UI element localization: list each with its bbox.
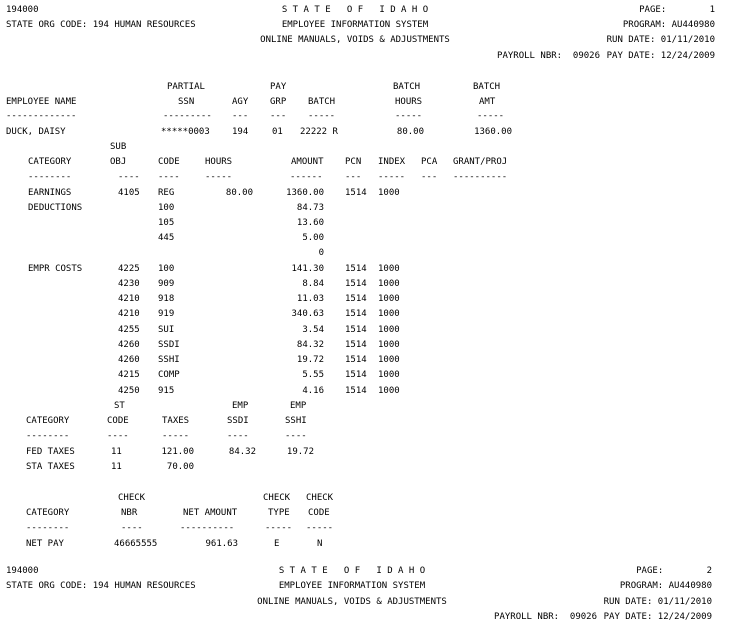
- run-date: RUN DATE: 01/11/2010: [606, 35, 715, 45]
- tax-st-code: 11: [111, 447, 122, 457]
- detail-hours: 80.00: [225, 188, 253, 198]
- tax-st-code: 11: [111, 462, 122, 472]
- col-header-emp-ssdi: SSDI: [227, 416, 249, 426]
- check-type: E: [274, 539, 280, 549]
- detail-category: DEDUCTIONS: [28, 203, 83, 213]
- detail-pcn: 1514: [345, 340, 367, 350]
- detail-amount: 340.63: [291, 309, 324, 319]
- detail-code: 915: [158, 386, 175, 396]
- detail-amount: 5.55: [302, 370, 324, 380]
- detail-row: [0, 279, 733, 291]
- col-header-sshi-top: EMP: [290, 401, 307, 411]
- detail-amount: 0: [318, 248, 324, 258]
- program-id: PROGRAM: AU440980: [622, 20, 715, 30]
- divider: -----: [477, 111, 505, 121]
- col-header-check-code: CODE: [308, 508, 330, 518]
- detail-row: [0, 340, 733, 352]
- detail-code: 918: [158, 294, 175, 304]
- tax-category: FED TAXES: [26, 447, 75, 457]
- tax-emp-sshi: 19.72: [286, 447, 314, 457]
- detail-amount: 13.60: [296, 218, 324, 228]
- col-header-pcn: PCN: [345, 157, 362, 167]
- detail-pcn: 1514: [345, 386, 367, 396]
- col-header-pca: PCA: [421, 157, 438, 167]
- divider: -----: [395, 111, 423, 121]
- org-code: STATE ORG CODE: 194 HUMAN RESOURCES: [6, 581, 196, 591]
- divider: ----: [158, 172, 180, 182]
- detail-index: 1000: [378, 386, 400, 396]
- detail-category: EMPR COSTS: [28, 264, 83, 274]
- col-header-grp: GRP: [270, 97, 287, 107]
- divider: -----: [308, 111, 336, 121]
- detail-index: 1000: [378, 340, 400, 350]
- run-date: RUN DATE: 01/11/2010: [603, 597, 712, 607]
- col-header-check-nbr-top: CHECK: [118, 493, 146, 503]
- col-header-st-code: CODE: [107, 416, 129, 426]
- detail-row: [0, 309, 733, 321]
- detail-row: [0, 248, 733, 260]
- report-id: 194000: [6, 566, 39, 576]
- module-name: ONLINE MANUALS, VOIDS & ADJUSTMENTS: [257, 597, 447, 607]
- detail-amount: 1360.00: [286, 188, 324, 198]
- detail-amount: 141.30: [291, 264, 324, 274]
- detail-pcn: 1514: [345, 279, 367, 289]
- col-header-grant: GRANT/PROJ: [453, 157, 508, 167]
- divider: -----: [265, 523, 293, 533]
- divider: ----: [227, 431, 249, 441]
- system-name: EMPLOYEE INFORMATION SYSTEM: [281, 20, 429, 30]
- detail-code: SSDI: [158, 340, 180, 350]
- check-number: 46665555: [114, 539, 158, 549]
- employee-hours: 80.00: [396, 127, 424, 137]
- report-id: 194000: [6, 5, 39, 15]
- col-header-st-top: ST: [114, 401, 125, 411]
- col-header-ssdi-top: EMP: [232, 401, 249, 411]
- detail-pcn: 1514: [345, 309, 367, 319]
- divider: ---: [421, 172, 438, 182]
- divider: -----: [162, 431, 190, 441]
- divider: ---: [232, 111, 249, 121]
- detail-amount: 11.03: [296, 294, 324, 304]
- divider: -----: [205, 172, 233, 182]
- col-header-sub-obj: OBJ: [110, 157, 127, 167]
- detail-amount: 19.72: [296, 355, 324, 365]
- detail-code: 100: [158, 203, 175, 213]
- col-header-sub-top: SUB: [110, 142, 127, 152]
- page-number: PAGE: 1: [639, 5, 715, 15]
- check-category: NET PAY: [26, 539, 64, 549]
- detail-row: [0, 233, 733, 245]
- detail-row: [0, 355, 733, 367]
- col-header-amt-top: BATCH: [473, 82, 501, 92]
- divider: --------: [26, 431, 70, 441]
- detail-amount: 84.73: [296, 203, 324, 213]
- divider: --------: [26, 523, 70, 533]
- check-row: [0, 539, 733, 551]
- detail-row: [0, 325, 733, 337]
- detail-pcn: 1514: [345, 188, 367, 198]
- detail-amount: 5.00: [302, 233, 324, 243]
- check-code: N: [317, 539, 323, 549]
- pay-date: PAY DATE: 12/24/2009: [603, 612, 712, 622]
- employee-grp: 01: [272, 127, 283, 137]
- col-header-hours: HOURS: [205, 157, 233, 167]
- employee-ssn: *****0003: [161, 127, 210, 137]
- detail-code: 919: [158, 309, 175, 319]
- detail-pcn: 1514: [345, 325, 367, 335]
- pay-date: PAY DATE: 12/24/2009: [606, 51, 715, 61]
- tax-row: [0, 447, 733, 459]
- divider: -----: [378, 172, 406, 182]
- detail-code: 100: [158, 264, 175, 274]
- col-header-check-type-top: CHECK: [263, 493, 291, 503]
- divider: ----: [107, 431, 129, 441]
- col-header-batch: BATCH: [308, 97, 336, 107]
- detail-sub-obj: 4230: [118, 279, 140, 289]
- detail-index: 1000: [378, 279, 400, 289]
- detail-row: [0, 188, 733, 200]
- detail-index: 1000: [378, 370, 400, 380]
- detail-sub-obj: 4260: [118, 355, 140, 365]
- detail-pcn: 1514: [345, 264, 367, 274]
- detail-category: EARNINGS: [28, 188, 72, 198]
- divider: ----------: [180, 523, 235, 533]
- col-header-code: CODE: [158, 157, 180, 167]
- detail-sub-obj: 4250: [118, 386, 140, 396]
- detail-code: 445: [158, 233, 175, 243]
- detail-row: [0, 370, 733, 382]
- detail-code: SUI: [158, 325, 175, 335]
- detail-code: 105: [158, 218, 175, 228]
- detail-index: 1000: [378, 294, 400, 304]
- tax-amount: 121.00: [161, 447, 194, 457]
- col-header-check-code-top: CHECK: [306, 493, 334, 503]
- detail-sub-obj: 4210: [118, 294, 140, 304]
- tax-row: [0, 462, 733, 474]
- tax-emp-ssdi: 84.32: [228, 447, 256, 457]
- program-id: PROGRAM: AU440980: [619, 581, 712, 591]
- divider: ----: [121, 523, 143, 533]
- divider: -------------: [6, 111, 77, 121]
- detail-index: 1000: [378, 188, 400, 198]
- detail-amount: 8.84: [302, 279, 324, 289]
- col-header-amount: AMOUNT: [291, 157, 324, 167]
- divider: ---: [270, 111, 287, 121]
- org-code: STATE ORG CODE: 194 HUMAN RESOURCES: [6, 20, 196, 30]
- detail-amount: 84.32: [296, 340, 324, 350]
- col-header-employee-name: EMPLOYEE NAME: [6, 97, 77, 107]
- col-header-check-category: CATEGORY: [26, 508, 70, 518]
- divider: ---------: [163, 111, 212, 121]
- tax-amount: 70.00: [166, 462, 194, 472]
- detail-index: 1000: [378, 309, 400, 319]
- report-title: S T A T E O F I D A H O: [278, 566, 426, 576]
- detail-amount: 4.16: [302, 386, 324, 396]
- payroll-number: PAYROLL NBR: 09026: [497, 51, 600, 61]
- col-header-ssn: SSN: [178, 97, 195, 107]
- col-header-index: INDEX: [378, 157, 406, 167]
- detail-sub-obj: 4255: [118, 325, 140, 335]
- col-header-net-amount: NET AMOUNT: [183, 508, 238, 518]
- detail-row: [0, 218, 733, 230]
- report-title: S T A T E O F I D A H O: [281, 5, 429, 15]
- employee-name: DUCK, DAISY: [6, 127, 66, 137]
- col-header-hours-top: BATCH: [393, 82, 421, 92]
- col-header-check-nbr: NBR: [121, 508, 138, 518]
- employee-agy: 194: [232, 127, 249, 137]
- col-header-hours: HOURS: [395, 97, 423, 107]
- detail-pcn: 1514: [345, 294, 367, 304]
- check-net-amount: 961.63: [205, 539, 238, 549]
- col-header-agy: AGY: [232, 97, 249, 107]
- detail-row: [0, 264, 733, 276]
- detail-amount: 3.54: [302, 325, 324, 335]
- detail-code: REG: [158, 188, 175, 198]
- employee-batch: 22222 R: [300, 127, 338, 137]
- col-header-taxes: TAXES: [162, 416, 190, 426]
- col-header-ssn-top: PARTIAL: [167, 82, 205, 92]
- detail-index: 1000: [378, 355, 400, 365]
- employee-amt: 1360.00: [474, 127, 512, 137]
- divider: ----: [118, 172, 140, 182]
- module-name: ONLINE MANUALS, VOIDS & ADJUSTMENTS: [260, 35, 450, 45]
- col-header-tax-category: CATEGORY: [26, 416, 70, 426]
- col-header-amt: AMT: [479, 97, 496, 107]
- col-header-emp-sshi: SSHI: [285, 416, 307, 426]
- divider: ---: [345, 172, 362, 182]
- detail-sub-obj: 4260: [118, 340, 140, 350]
- divider: -----: [306, 523, 334, 533]
- tax-category: STA TAXES: [26, 462, 75, 472]
- col-header-grp-top: PAY: [270, 82, 287, 92]
- divider: ----------: [453, 172, 508, 182]
- col-header-category: CATEGORY: [28, 157, 72, 167]
- detail-code: COMP: [158, 370, 180, 380]
- detail-pcn: 1514: [345, 370, 367, 380]
- system-name: EMPLOYEE INFORMATION SYSTEM: [278, 581, 426, 591]
- divider: ------: [290, 172, 323, 182]
- col-header-check-type: TYPE: [268, 508, 290, 518]
- divider: ----: [285, 431, 307, 441]
- page-number: PAGE: 2: [636, 566, 712, 576]
- detail-row: [0, 203, 733, 215]
- detail-index: 1000: [378, 325, 400, 335]
- detail-sub-obj: 4225: [118, 264, 140, 274]
- detail-sub-obj: 4105: [118, 188, 140, 198]
- detail-row: [0, 294, 733, 306]
- divider: --------: [28, 172, 72, 182]
- detail-pcn: 1514: [345, 355, 367, 365]
- detail-index: 1000: [378, 264, 400, 274]
- detail-row: [0, 386, 733, 398]
- detail-code: SSHI: [158, 355, 180, 365]
- detail-sub-obj: 4210: [118, 309, 140, 319]
- detail-sub-obj: 4215: [118, 370, 140, 380]
- payroll-number: PAYROLL NBR: 09026: [494, 612, 597, 622]
- detail-code: 909: [158, 279, 175, 289]
